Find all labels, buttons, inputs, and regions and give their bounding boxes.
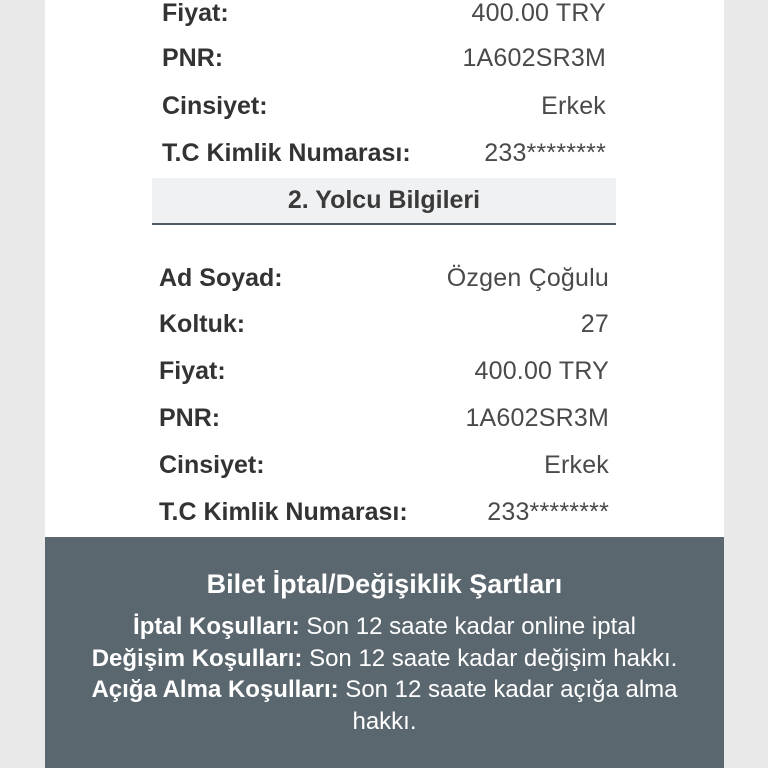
passenger2-gender-value: Erkek [544, 451, 609, 479]
passenger1-gender-row [162, 91, 606, 121]
passenger2-gender-row [159, 450, 609, 480]
open-ticket-terms-line [75, 674, 694, 737]
cancel-terms-text: Son 12 saate kadar online iptal [299, 613, 636, 640]
passenger1-gender-value: Erkek [541, 92, 606, 120]
passenger2-seat-label: Koltuk: [159, 310, 246, 338]
passenger2-name-value: Özgen Çoğulu [446, 264, 609, 292]
open-ticket-terms-label: Açığa Alma Koşulları: [91, 676, 339, 703]
passenger2-id-label: T.C Kimlik Numarası: [159, 498, 408, 526]
passenger1-gender-label: Cinsiyet: [162, 92, 268, 120]
change-terms-label: Değişim Koşulları: [91, 644, 303, 672]
passenger1-id-row [162, 138, 606, 168]
open-ticket-terms-text: Son 12 saate kadar açığa alma hakkı. [338, 676, 678, 735]
passenger2-seat-row [159, 309, 609, 339]
terms-title: Bilet İptal/Değişiklik Şartları [206, 569, 563, 599]
passenger1-pnr-label: PNR: [162, 44, 224, 72]
passenger2-name-row [159, 263, 609, 293]
passenger1-price-value: 400.00 TRY [471, 0, 606, 27]
passenger2-pnr-label: PNR: [159, 404, 221, 432]
change-terms-line [75, 643, 694, 675]
passenger2-pnr-row [159, 403, 609, 433]
passenger2-section-header: 2. Yolcu Bilgileri [152, 178, 616, 225]
passenger1-pnr-row [162, 43, 606, 73]
passenger2-pnr-value: 1A602SR3M [465, 404, 609, 432]
passenger2-gender-label: Cinsiyet: [159, 451, 265, 479]
passenger2-id-row [159, 497, 609, 527]
cancel-terms-line [75, 611, 694, 643]
passenger2-price-row [159, 356, 609, 386]
cancellation-terms-panel [45, 537, 724, 768]
passenger2-price-label: Fiyat: [159, 357, 226, 385]
terms-body [75, 611, 694, 737]
change-terms-text: Son 12 saate kadar değişim hakkı. [302, 644, 678, 672]
passenger2-seat-value: 27 [580, 310, 609, 338]
passenger1-price-label: Fiyat: [162, 0, 229, 27]
passenger2-name-label: Ad Soyad: [159, 264, 283, 292]
passenger1-price-row [162, 0, 606, 28]
passenger1-id-value: 233******** [484, 139, 606, 167]
passenger1-id-label: T.C Kimlik Numarası: [162, 139, 411, 167]
passenger1-pnr-value: 1A602SR3M [462, 44, 606, 72]
cancel-terms-label: İptal Koşulları: [133, 613, 300, 640]
passenger2-id-value: 233******** [487, 498, 609, 526]
passenger2-price-value: 400.00 TRY [474, 357, 609, 385]
